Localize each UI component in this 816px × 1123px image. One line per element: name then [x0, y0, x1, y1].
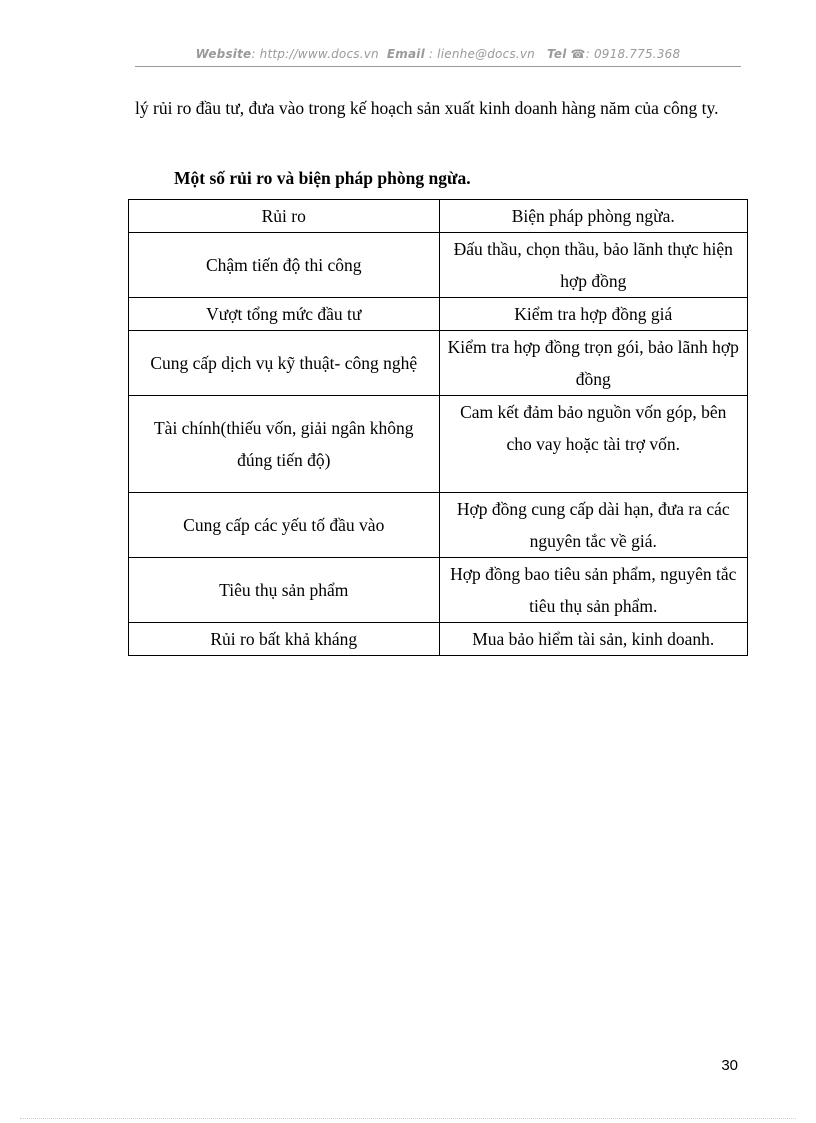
risk-cell: Tài chính(thiếu vốn, giải ngân không đúng tiến độ) — [129, 396, 440, 493]
header-divider — [135, 66, 741, 67]
website-label: Website — [195, 47, 252, 61]
body-paragraph: lý rủi ro đầu tư, đưa vào trong kế hoạch sản xuất kinh doanh hàng năm của công ty. — [135, 98, 719, 118]
measure-cell: Kiểm tra hợp đồng trọn gói, bảo lãnh hợp đồng — [439, 331, 747, 396]
table-row — [129, 493, 748, 558]
table-row — [129, 623, 748, 656]
header-risk: Rủi ro — [129, 200, 440, 233]
risk-cell: Vượt tổng mức đầu tư — [129, 298, 440, 331]
measure-cell: Mua bảo hiểm tài sản, kinh doanh. — [439, 623, 747, 656]
measure-cell: Cam kết đảm bảo nguồn vốn góp, bên cho vay hoặc tài trợ vốn. — [439, 396, 747, 493]
email-label: Email — [386, 47, 425, 61]
measure-cell: Đấu thầu, chọn thầu, bảo lãnh thực hiện hợp đồng — [439, 233, 747, 298]
measure-cell: Kiểm tra hợp đồng giá — [439, 298, 747, 331]
tel-label: Tel — [547, 47, 567, 61]
table-row — [129, 233, 748, 298]
website-value[interactable]: : http://www.docs.vn — [251, 47, 379, 61]
measure-cell: Hợp đồng cung cấp dài hạn, đưa ra các nguyên tắc về giá. — [439, 493, 747, 558]
phone-icon: ☎ — [570, 47, 586, 61]
header-measure: Biện pháp phòng ngừa. — [439, 200, 747, 233]
page-header — [135, 47, 741, 61]
table-row — [129, 298, 748, 331]
risk-table — [128, 199, 748, 656]
table-header-row — [129, 200, 748, 233]
page-bottom-divider — [20, 1118, 796, 1119]
table-row — [129, 396, 748, 493]
table-title: Một số rủi ro và biện pháp phòng ngừa. — [174, 168, 471, 188]
email-value[interactable]: : lienhe@docs.vn — [428, 47, 535, 61]
risk-cell: Cung cấp dịch vụ kỹ thuật- công nghệ — [129, 331, 440, 396]
tel-value: : 0918.775.368 — [585, 47, 681, 61]
table-row — [129, 558, 748, 623]
risk-cell: Chậm tiến độ thi công — [129, 233, 440, 298]
risk-cell: Rủi ro bất khả kháng — [129, 623, 440, 656]
page-number: 30 — [721, 1057, 738, 1074]
measure-cell: Hợp đồng bao tiêu sản phẩm, nguyên tắc tiêu thụ sản phẩm. — [439, 558, 747, 623]
risk-cell: Tiêu thụ sản phẩm — [129, 558, 440, 623]
table-row — [129, 331, 748, 396]
risk-cell: Cung cấp các yếu tố đầu vào — [129, 493, 440, 558]
